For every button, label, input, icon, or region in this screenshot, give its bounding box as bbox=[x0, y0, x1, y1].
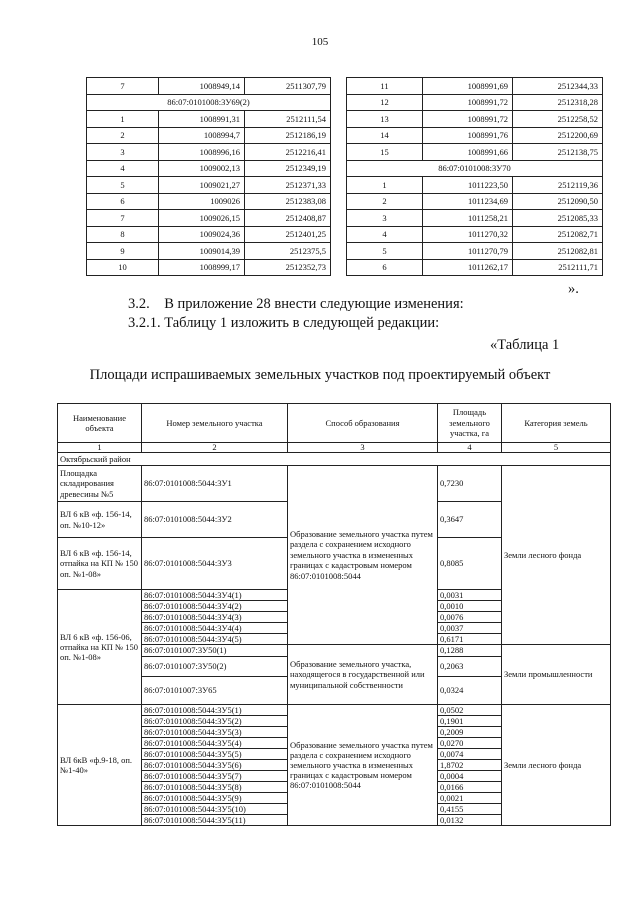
point-number: 13 bbox=[347, 111, 423, 128]
coord-x: 1011234,69 bbox=[423, 193, 513, 210]
col-number: 3 bbox=[288, 443, 438, 453]
coord-x: 1008991,69 bbox=[423, 78, 513, 95]
coords-row bbox=[347, 210, 603, 227]
land-category: Земли лесного фонда bbox=[502, 466, 611, 645]
parcel-area: 0,1288 bbox=[438, 645, 502, 657]
coords-row bbox=[87, 144, 331, 161]
parcel-area: 0,1901 bbox=[438, 716, 502, 727]
col-number: 5 bbox=[502, 443, 611, 453]
point-number: 14 bbox=[347, 127, 423, 144]
parcel-id: 86:07:0101008:5044:3У5(3) bbox=[142, 727, 288, 738]
coord-y: 2512082,71 bbox=[513, 226, 603, 243]
point-number: 15 bbox=[347, 144, 423, 161]
parcel-area: 0,8085 bbox=[438, 538, 502, 590]
object-name: ВЛ 6 кВ «ф. 156-14, оп. №10-12» bbox=[58, 502, 142, 538]
coords-row bbox=[347, 177, 603, 194]
coord-x: 1008991,76 bbox=[423, 127, 513, 144]
parcel-header: 86:07:0101008:3У70 bbox=[347, 160, 603, 177]
point-number: 10 bbox=[87, 259, 159, 276]
coords-row bbox=[87, 127, 331, 144]
coords-row bbox=[87, 193, 331, 210]
coord-x: 1009024,36 bbox=[159, 226, 245, 243]
parcel-area: 0,0074 bbox=[438, 749, 502, 760]
parcel-id: 86:07:0101008:5044:3У5(2) bbox=[142, 716, 288, 727]
parcel-id: 86:07:0101008:5044:3У5(7) bbox=[142, 771, 288, 782]
coords-row bbox=[347, 78, 603, 95]
coord-x: 1011270,32 bbox=[423, 226, 513, 243]
coord-x: 1011258,21 bbox=[423, 210, 513, 227]
parcel-id: 86:07:0101008:5044:3У4(2) bbox=[142, 601, 288, 612]
land-category: Земли промышленности bbox=[502, 645, 611, 705]
coords-row bbox=[87, 259, 331, 276]
land-category: Земли лесного фонда bbox=[502, 705, 611, 826]
coord-y: 2512258,52 bbox=[513, 111, 603, 128]
parcel-area: 0,6171 bbox=[438, 634, 502, 645]
parcel-id: 86:07:0101008:5044:3У5(4) bbox=[142, 738, 288, 749]
header-object: Наименование объекта bbox=[58, 404, 142, 443]
parcel-id: 86:07:0101007:3У65 bbox=[142, 677, 288, 705]
point-number: 3 bbox=[87, 144, 159, 161]
parcel-area: 0,0132 bbox=[438, 815, 502, 826]
coords-row bbox=[347, 226, 603, 243]
coord-y: 2512082,81 bbox=[513, 243, 603, 260]
formation-method: Образование земельного участка путем раздела с сохранением исходного земельного участка в измененных границах с кадастровым номером 86:07:0101008:5044 bbox=[288, 466, 438, 645]
coord-y: 2512111,54 bbox=[245, 111, 331, 128]
parcel-id: 86:07:0101008:5044:3У5(6) bbox=[142, 760, 288, 771]
point-number: 5 bbox=[347, 243, 423, 260]
coord-y: 2512186,19 bbox=[245, 127, 331, 144]
coord-y: 2512200,69 bbox=[513, 127, 603, 144]
coord-y: 2512401,25 bbox=[245, 226, 331, 243]
parcel-header: 86:07:0101008:3У69(2) bbox=[87, 94, 331, 111]
point-number: 4 bbox=[347, 226, 423, 243]
coords-row bbox=[87, 78, 331, 95]
object-name: ВЛ 6 кВ «ф. 156-14, отпайка на КП № 150 оп. №1-08» bbox=[58, 538, 142, 590]
parcel-area: 0,0010 bbox=[438, 601, 502, 612]
coord-x: 1011270,79 bbox=[423, 243, 513, 260]
coords-row bbox=[347, 259, 603, 276]
point-number: 1 bbox=[87, 111, 159, 128]
parcel-area: 0,0037 bbox=[438, 623, 502, 634]
coord-x: 1009021,27 bbox=[159, 177, 245, 194]
coord-x: 1009026,15 bbox=[159, 210, 245, 227]
point-number: 12 bbox=[347, 94, 423, 111]
parcel-area: 0,4155 bbox=[438, 804, 502, 815]
coord-y: 2512119,36 bbox=[513, 177, 603, 194]
coord-y: 2512090,50 bbox=[513, 193, 603, 210]
coordinates-table-right bbox=[346, 77, 603, 276]
coords-row bbox=[87, 226, 331, 243]
coord-x: 1009002,13 bbox=[159, 160, 245, 177]
coord-y: 2512349,19 bbox=[245, 160, 331, 177]
col-number: 4 bbox=[438, 443, 502, 453]
coords-right-body bbox=[347, 78, 603, 276]
point-number: 2 bbox=[87, 127, 159, 144]
parcel-id: 86:07:0101008:5044:3У5(9) bbox=[142, 793, 288, 804]
coord-x: 1008999,17 bbox=[159, 259, 245, 276]
parcel-area: 0,3647 bbox=[438, 502, 502, 538]
parcel-area: 0,7230 bbox=[438, 466, 502, 502]
col-number: 2 bbox=[142, 443, 288, 453]
parcel-id: 86:07:0101008:5044:3У5(10) bbox=[142, 804, 288, 815]
parcel-id: 86:07:0101008:5044:3У4(4) bbox=[142, 623, 288, 634]
coord-x: 1011223,50 bbox=[423, 177, 513, 194]
coords-row bbox=[347, 111, 603, 128]
coords-left-body bbox=[87, 78, 331, 276]
parcel-id: 86:07:0101008:5044:3У5(11) bbox=[142, 815, 288, 826]
point-number: 1 bbox=[347, 177, 423, 194]
paragraph-3-2-1: 3.2.1. Таблицу 1 изложить в следующей редакции: bbox=[128, 315, 440, 331]
coords-row bbox=[87, 243, 331, 260]
coord-y: 2512408,87 bbox=[245, 210, 331, 227]
parcel-id: 86:07:0101008:5044:3У2 bbox=[142, 502, 288, 538]
paragraph-3-2: 3.2. В приложение 28 внести следующие изменения: bbox=[128, 296, 464, 312]
coords-row bbox=[347, 127, 603, 144]
coord-y: 2512371,33 bbox=[245, 177, 331, 194]
parcel-area: 0,0021 bbox=[438, 793, 502, 804]
parcel-id: 86:07:0101007:3У50(1) bbox=[142, 645, 288, 657]
coord-y: 2512216,41 bbox=[245, 144, 331, 161]
land-plots-table bbox=[57, 403, 611, 826]
district-row: Октябрьский район bbox=[58, 453, 611, 466]
point-number: 5 bbox=[87, 177, 159, 194]
coord-y: 2512375,5 bbox=[245, 243, 331, 260]
point-number: 8 bbox=[87, 226, 159, 243]
header-area: Площадь земельного участка, га bbox=[438, 404, 502, 443]
parcel-id: 86:07:0101008:5044:3У3 bbox=[142, 538, 288, 590]
parcel-area: 0,0502 bbox=[438, 705, 502, 716]
coord-x: 1008996,16 bbox=[159, 144, 245, 161]
point-number: 7 bbox=[87, 78, 159, 95]
coord-x: 1011262,17 bbox=[423, 259, 513, 276]
parcel-id: 86:07:0101008:5044:3У4(5) bbox=[142, 634, 288, 645]
coords-row bbox=[347, 243, 603, 260]
closing-quote: ». bbox=[568, 281, 579, 297]
parcel-area: 0,0270 bbox=[438, 738, 502, 749]
coord-x: 1008994,7 bbox=[159, 127, 245, 144]
point-number: 3 bbox=[347, 210, 423, 227]
col-number: 1 bbox=[58, 443, 142, 453]
coord-y: 2512085,33 bbox=[513, 210, 603, 227]
coord-x: 1008991,31 bbox=[159, 111, 245, 128]
table-label: «Таблица 1 bbox=[490, 337, 560, 353]
coords-row bbox=[87, 177, 331, 194]
coords-row bbox=[347, 193, 603, 210]
coord-y: 2512111,71 bbox=[513, 259, 603, 276]
parcel-id: 86:07:0101007:3У50(2) bbox=[142, 657, 288, 677]
parcel-id: 86:07:0101008:5044:3У4(1) bbox=[142, 590, 288, 601]
header-category: Категория земель bbox=[502, 404, 611, 443]
coord-x: 1008991,72 bbox=[423, 94, 513, 111]
parcel-id: 86:07:0101008:5044:3У4(3) bbox=[142, 612, 288, 623]
coord-x: 1009014,39 bbox=[159, 243, 245, 260]
parcel-area: 1,8702 bbox=[438, 760, 502, 771]
coords-parcel-header-row bbox=[87, 94, 331, 111]
object-name: Площадка складирования древесины №5 bbox=[58, 466, 142, 502]
coord-x: 1008949,14 bbox=[159, 78, 245, 95]
parcel-area: 0,0004 bbox=[438, 771, 502, 782]
coord-y: 2512352,73 bbox=[245, 259, 331, 276]
coord-y: 2511307,79 bbox=[245, 78, 331, 95]
parcel-id: 86:07:0101008:5044:3У5(5) bbox=[142, 749, 288, 760]
coords-row bbox=[347, 94, 603, 111]
coord-y: 2512383,08 bbox=[245, 193, 331, 210]
coords-row bbox=[87, 210, 331, 227]
parcel-area: 0,2063 bbox=[438, 657, 502, 677]
table-title: Площади испрашиваемых земельных участков под проектируемый объект bbox=[89, 367, 551, 383]
parcel-area: 0,0166 bbox=[438, 782, 502, 793]
point-number: 7 bbox=[87, 210, 159, 227]
point-number: 9 bbox=[87, 243, 159, 260]
coord-y: 2512344,33 bbox=[513, 78, 603, 95]
formation-method: Образование земельного участка, находящегося в государственной или муниципальной собственности bbox=[288, 645, 438, 705]
object-name: ВЛ 6кВ «ф.9-18, оп. №1-40» bbox=[58, 705, 142, 826]
point-number: 11 bbox=[347, 78, 423, 95]
coord-x: 1008991,66 bbox=[423, 144, 513, 161]
point-number: 2 bbox=[347, 193, 423, 210]
point-number: 4 bbox=[87, 160, 159, 177]
parcel-area: 0,0076 bbox=[438, 612, 502, 623]
coord-x: 1009026 bbox=[159, 193, 245, 210]
parcel-id: 86:07:0101008:5044:3У5(8) bbox=[142, 782, 288, 793]
parcel-area: 0,2009 bbox=[438, 727, 502, 738]
point-number: 6 bbox=[347, 259, 423, 276]
coord-y: 2512138,75 bbox=[513, 144, 603, 161]
header-method: Способ образования bbox=[288, 404, 438, 443]
coords-row bbox=[87, 111, 331, 128]
coords-parcel-header-row bbox=[347, 160, 603, 177]
parcel-id: 86:07:0101008:5044:3У1 bbox=[142, 466, 288, 502]
header-parcel-number: Номер земельного участка bbox=[142, 404, 288, 443]
page-number: 105 bbox=[311, 36, 329, 48]
object-name: ВЛ 6 кВ «ф. 156-06, отпайка на КП № 150 оп. №1-08» bbox=[58, 590, 142, 705]
coordinates-table-left bbox=[86, 77, 331, 276]
coord-x: 1008991,72 bbox=[423, 111, 513, 128]
coord-y: 2512318,28 bbox=[513, 94, 603, 111]
parcel-id: 86:07:0101008:5044:3У5(1) bbox=[142, 705, 288, 716]
parcel-area: 0,0324 bbox=[438, 677, 502, 705]
parcel-area: 0,0031 bbox=[438, 590, 502, 601]
coords-row bbox=[87, 160, 331, 177]
formation-method: Образование земельного участка путем раздела с сохранением исходного земельного участка в измененных границах с кадастровым номером 86:07:0101008:5044 bbox=[288, 705, 438, 826]
point-number: 6 bbox=[87, 193, 159, 210]
coords-row bbox=[347, 144, 603, 161]
